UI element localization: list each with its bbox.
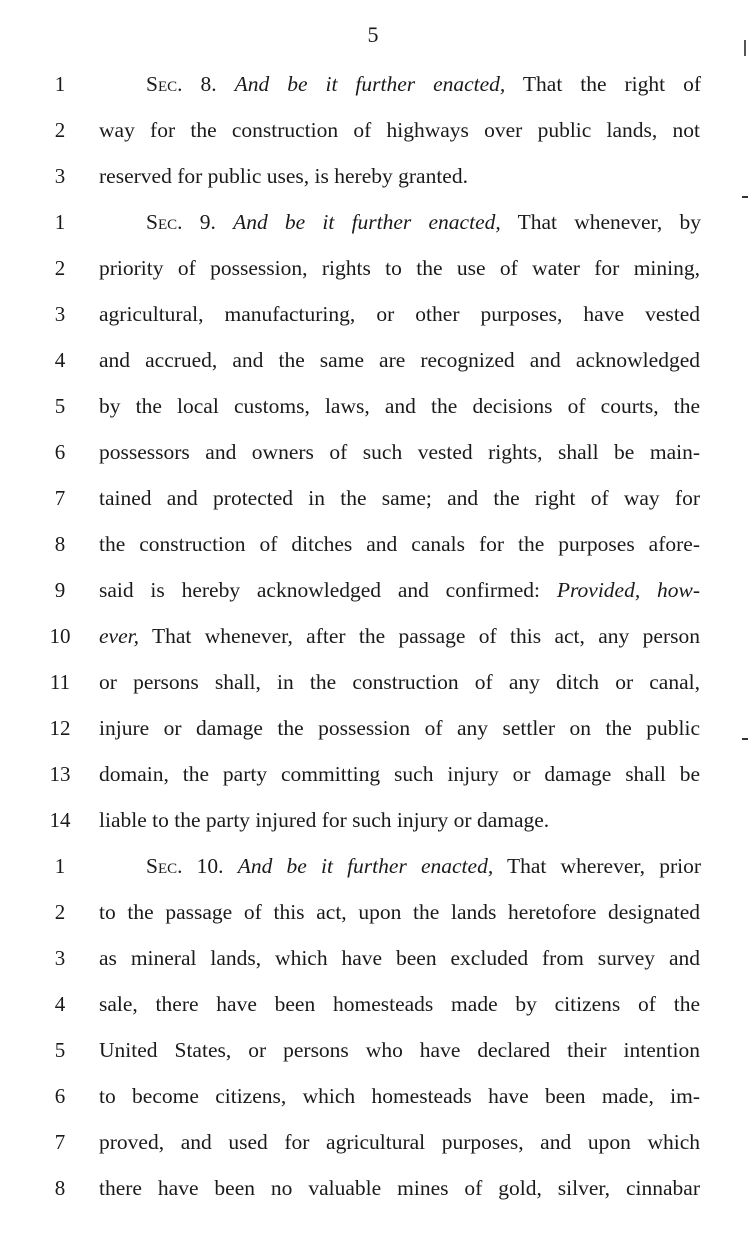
- section-heading: Sec. 9.: [146, 210, 216, 234]
- line-number: 3: [54, 946, 66, 970]
- section-line: [0, 1174, 750, 1220]
- line-number: 8: [54, 1176, 66, 1200]
- section-line: [0, 806, 750, 852]
- line-number: 4: [54, 348, 66, 372]
- line-text: possessors and owners of such vested rights, shall be main-: [99, 440, 700, 464]
- line-text: the construction of ditches and canals for the purposes afore-: [99, 532, 700, 556]
- line-text: agricultural, manufacturing, or other purposes, have vested: [99, 302, 700, 326]
- section-heading-line: [146, 70, 701, 98]
- line-number: 4: [54, 992, 66, 1016]
- line-text: priority of possession, rights to the use of water for mining,: [99, 256, 700, 280]
- section-line: [0, 116, 750, 162]
- line-text-wrapper: [99, 576, 700, 604]
- line-number: 1: [54, 210, 66, 234]
- enacting-clause: And be it further enacted,: [237, 854, 494, 878]
- line-number: 1: [54, 854, 66, 878]
- section-line: [0, 944, 750, 990]
- line-text: domain, the party committing such injury or damage shall be: [99, 762, 700, 786]
- section-heading: Sec. 8.: [146, 72, 217, 96]
- section-line: [0, 760, 750, 806]
- line-text: way for the construction of highways over public lands, not: [99, 118, 700, 142]
- line-text: to become citizens, which homesteads have been made, im-: [99, 1084, 700, 1108]
- section-line: [0, 438, 750, 484]
- section-line: [0, 1082, 750, 1128]
- section-line: [0, 346, 750, 392]
- line-text: sale, there have been homesteads made by citizens of the: [99, 992, 700, 1016]
- section-line: [0, 576, 750, 622]
- line-number: 12: [49, 716, 71, 740]
- section-line: [0, 162, 750, 208]
- line-text: to the passage of this act, upon the lands heretofore designated: [99, 900, 700, 924]
- section-line: [0, 714, 750, 760]
- line-text: That whenever, after the passage of this act, any person: [151, 624, 700, 648]
- line-text: United States, or persons who have declared their intention: [99, 1038, 700, 1062]
- line-text: there have been no valuable mines of gold, silver, cinnabar: [99, 1176, 700, 1200]
- line-text: That wherever, prior: [506, 854, 701, 878]
- section-line: [0, 1128, 750, 1174]
- line-number: 14: [49, 808, 71, 832]
- line-text: by the local customs, laws, and the decisions of courts, the: [99, 394, 700, 418]
- section-line: [0, 852, 750, 898]
- line-text: reserved for public uses, is hereby granted.: [99, 164, 468, 188]
- section-heading: Sec. 10.: [146, 854, 224, 878]
- line-text: tained and protected in the same; and the right of way for: [99, 486, 700, 510]
- line-number: 1: [54, 72, 66, 96]
- section-line: [0, 484, 750, 530]
- line-number: 10: [49, 624, 71, 648]
- section-heading-line: [146, 852, 701, 880]
- section-line: [0, 1036, 750, 1082]
- line-text: or persons shall, in the construction of any ditch or canal,: [99, 670, 700, 694]
- line-number: 5: [54, 394, 66, 418]
- line-number: 2: [54, 900, 66, 924]
- section-line: [0, 70, 750, 116]
- section-line: [0, 300, 750, 346]
- line-number: 13: [49, 762, 71, 786]
- page-number: 5: [367, 22, 379, 47]
- line-number: 8: [54, 532, 66, 556]
- line-text: and accrued, and the same are recognized and acknowledged: [99, 348, 700, 372]
- section-line: [0, 254, 750, 300]
- line-number: 3: [54, 302, 66, 326]
- enacting-clause: And be it further enacted,: [233, 210, 501, 234]
- line-text-wrapper: [99, 622, 700, 650]
- line-number: 11: [49, 670, 71, 694]
- line-text: That the right of: [522, 72, 702, 96]
- section-line: [0, 622, 750, 668]
- line-number: 9: [54, 578, 66, 602]
- section-line: [0, 990, 750, 1036]
- section-line: [0, 668, 750, 714]
- line-number: 2: [54, 256, 66, 280]
- line-text: injure or damage the possession of any settler on the public: [99, 716, 700, 740]
- enacting-clause: And be it further enacted,: [234, 72, 506, 96]
- scan-mark: [742, 196, 748, 198]
- section-heading-line: [146, 208, 701, 236]
- line-number: 6: [54, 1084, 66, 1108]
- line-number: 7: [54, 486, 66, 510]
- section-line: [0, 530, 750, 576]
- section-line: [0, 898, 750, 944]
- line-text: proved, and used for agricultural purposes, and upon which: [99, 1130, 700, 1154]
- proviso-text: Provided, how-: [556, 578, 701, 602]
- section-line: [0, 392, 750, 438]
- line-number: 7: [54, 1130, 66, 1154]
- line-text: as mineral lands, which have been excluded from survey and: [99, 946, 700, 970]
- line-text: liable to the party injured for such injury or damage.: [99, 808, 550, 832]
- scan-mark: [744, 40, 746, 56]
- line-number: 6: [54, 440, 66, 464]
- line-number: 2: [54, 118, 66, 142]
- line-text: said is hereby acknowledged and confirmed:: [99, 578, 541, 602]
- line-number: 3: [54, 164, 66, 188]
- section-line: [0, 208, 750, 254]
- scan-mark: [742, 738, 748, 740]
- proviso-text: ever,: [99, 624, 139, 648]
- line-number: 5: [54, 1038, 66, 1062]
- line-text: That whenever, by: [517, 210, 701, 234]
